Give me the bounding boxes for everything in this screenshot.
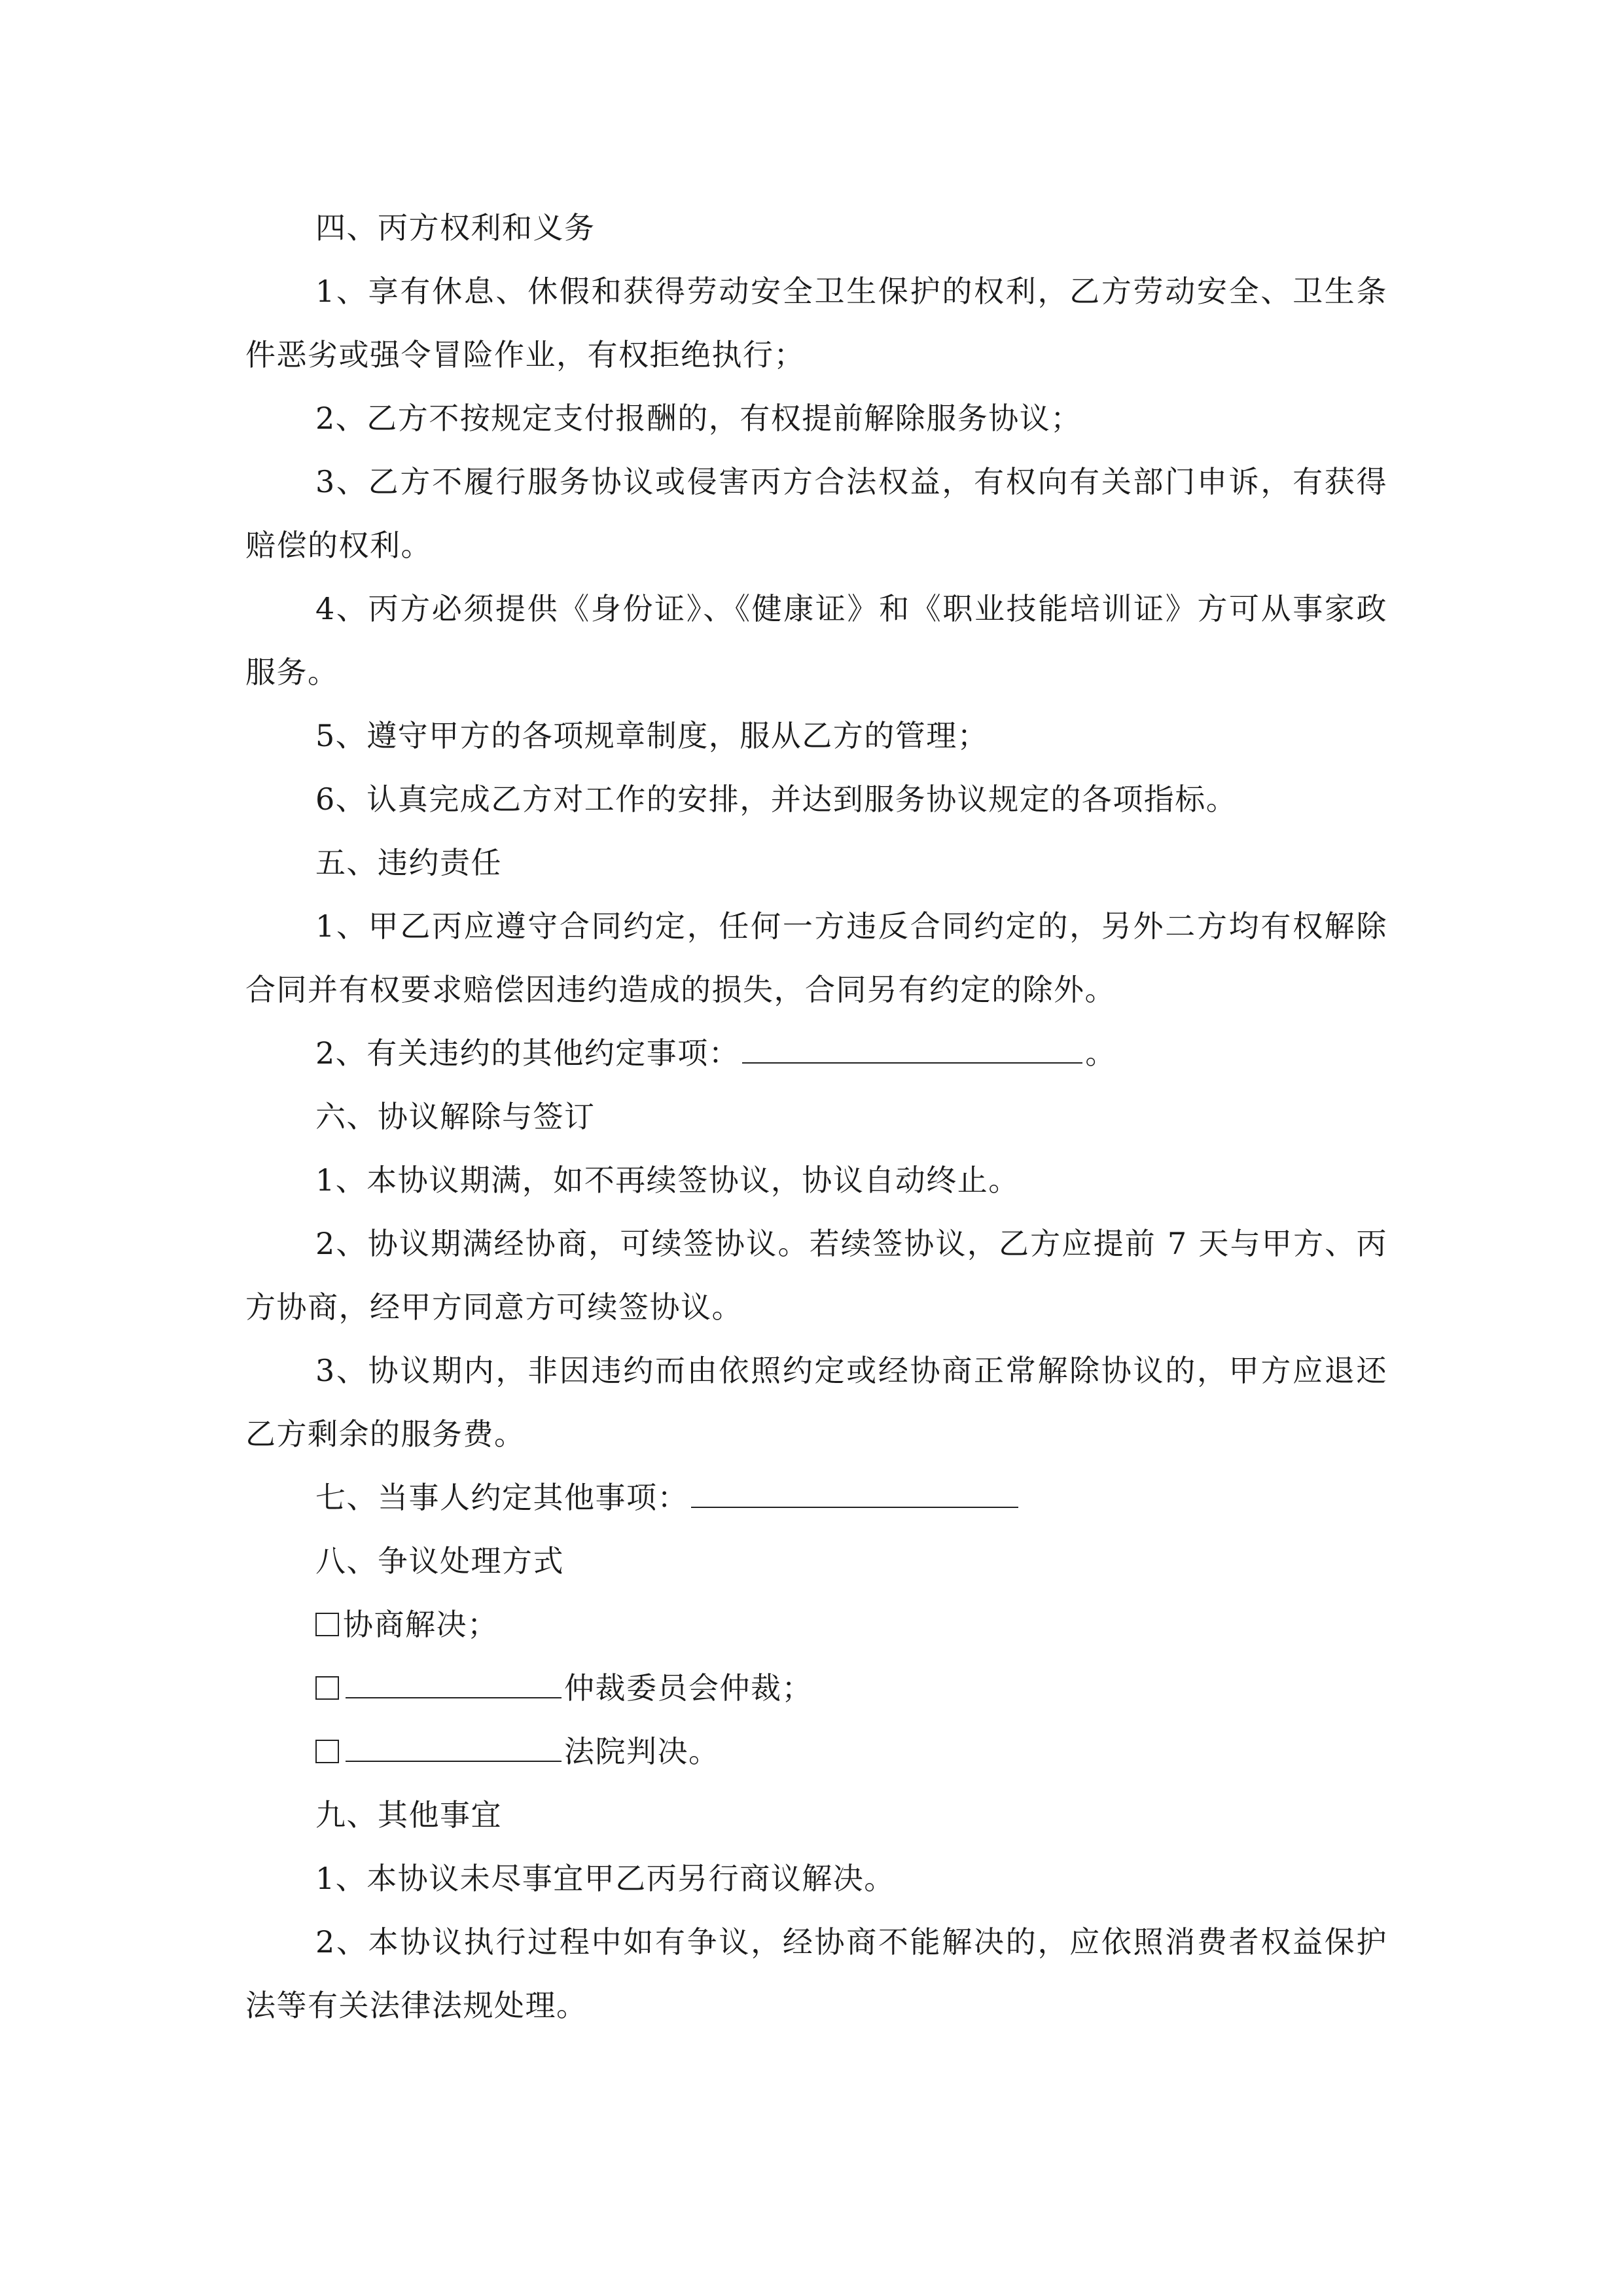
clause-6-1: 1、本协议期满，如不再续签协议，协议自动终止。	[315, 1162, 1020, 1198]
dispute-option-1-label: 协商解决；	[343, 1607, 499, 1642]
clause-9-2: 2、本协议执行过程中如有争议，经协商不能解决的，应依照消费者权益保护法等有关法律法规处理。	[245, 1924, 1387, 2023]
section-heading-8: 八、争议处理方式	[315, 1543, 564, 1579]
blank-fill-line	[691, 1466, 1018, 1508]
clause-4-6: 6、认真完成乙方对工作的安排，并达到服务协议规定的各项指标。	[315, 781, 1238, 817]
checkbox-icon	[315, 1740, 339, 1763]
dispute-option-2-label: 仲裁委员会仲裁；	[564, 1670, 813, 1706]
section-heading-9: 九、其他事宜	[315, 1797, 502, 1833]
clause-9-1: 1、本协议未尽事宜甲乙丙另行商议解决。	[315, 1861, 895, 1896]
section-heading-4: 四、丙方权利和义务	[315, 210, 596, 245]
blank-fill-line	[742, 1022, 1082, 1064]
section-7-label: 七、当事人约定其他事项：	[315, 1480, 688, 1515]
blank-fill-line	[346, 1720, 562, 1762]
section-heading-6: 六、协议解除与签订	[315, 1099, 596, 1134]
dispute-option-arbitration	[245, 1657, 1387, 1720]
clause-4-3: 3、乙方不履行服务协议或侵害丙方合法权益，有权向有关部门申诉，有获得赔偿的权利。	[245, 464, 1387, 563]
clause-4-4: 4、丙方必须提供《身份证》、《健康证》和《职业技能培训证》方可从事家政服务。	[245, 591, 1387, 690]
clause-5-2	[245, 1022, 1387, 1085]
blank-fill-line	[346, 1657, 562, 1698]
checkbox-icon	[315, 1613, 339, 1636]
checkbox-icon	[315, 1676, 339, 1700]
dispute-option-negotiation	[245, 1593, 1387, 1657]
section-heading-5: 五、违约责任	[315, 845, 502, 880]
clause-5-2-period: 。	[1085, 1035, 1116, 1071]
clause-4-5: 5、遵守甲方的各项规章制度，服从乙方的管理；	[315, 718, 989, 753]
section-heading-7	[245, 1466, 1387, 1530]
clause-4-1: 1、享有休息、休假和获得劳动安全卫生保护的权利，乙方劳动安全、卫生条件恶劣或强令冒险作业，有权拒绝执行；	[245, 274, 1387, 372]
clause-6-2: 2、协议期满经协商，可续签协议。若续签协议，乙方应提前 7 天与甲方、丙方协商，经甲方同意方可续签协议。	[245, 1226, 1387, 1325]
clause-4-2: 2、乙方不按规定支付报酬的，有权提前解除服务协议；	[315, 401, 1082, 436]
document-body	[245, 196, 1387, 2037]
clause-6-3: 3、协议期内，非因违约而由依照约定或经协商正常解除协议的，甲方应退还乙方剩余的服务费。	[245, 1353, 1387, 1452]
clause-5-1: 1、甲乙丙应遵守合同约定，任何一方违反合同约定的，另外二方均有权解除合同并有权要求赔偿因违约造成的损失，合同另有约定的除外。	[245, 908, 1387, 1007]
dispute-option-court	[245, 1720, 1387, 1784]
clause-5-2-label: 2、有关违约的其他约定事项：	[315, 1035, 740, 1071]
dispute-option-3-label: 法院判决。	[564, 1734, 720, 1769]
